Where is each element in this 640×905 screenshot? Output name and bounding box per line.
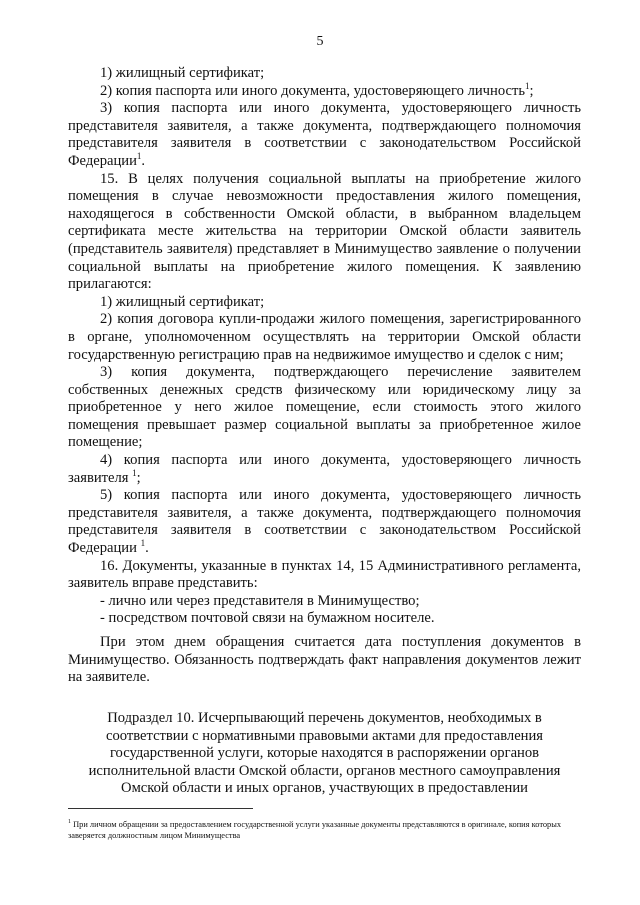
footnote-ref: 1 <box>132 467 137 478</box>
footnote-ref: 1 <box>136 151 142 162</box>
footnote-mark: 1 <box>68 819 71 825</box>
paragraph: 4) копия паспорта или иного документа, удостоверяющего личность заявителя $^1$; <box>68 452 581 486</box>
footnote <box>68 817 581 841</box>
paragraph: 5) копия паспорта или иного документа, удостоверяющего личность представителя заявителя, а также документа, подтверждающего полномочия представителя заявителя в соответствии с законодательством Российской Федерации $^1$. <box>68 487 581 557</box>
paragraph: 3) копия документа, подтверждающего перечисление заявителем собственных денежных средств физическому или юридическому лицу за приобретенное у него жилое помещение, если стоимость этого жилого помещения превышает размер социальной выплаты за приобретенное жилое помещение; <box>68 364 581 451</box>
paragraph: - лично или через представителя в Минимущество; <box>100 592 420 609</box>
paragraph: 16. Документы, указанные в пунктах 14, 15 Административного регламента, заявитель вправе представить: <box>68 557 581 592</box>
paragraph: - посредством почтовой связи на бумажном носителе. <box>100 610 435 627</box>
subsection-heading <box>68 710 581 798</box>
paragraph: 3) копия паспорта или иного документа, удостоверяющего личность представителя заявителя, а также документа, подтверждающего полномочия представителя заявителя в соответствии с законодательством Российской Федерации$^1$. <box>68 100 581 169</box>
body-text <box>68 65 581 687</box>
paragraph: 1) жилищный сертификат; <box>100 293 265 310</box>
paragraph: При этом днем обращения считается дата поступления документов в Минимущество. Обязанность подтверждать факт направления документов лежит на заявителе. <box>68 634 581 686</box>
footnote-text: При личном обращении за предоставлением государственной услуги указанные документы представляются в оригинале, копия которых заверяется должностным лицом Минимущества <box>68 819 562 840</box>
subsection-line: исполнительной власти Омской области, органов местного самоуправления <box>88 762 561 779</box>
subsection-line: государственной услуги, которые находятся в распоряжении органов <box>109 745 540 762</box>
subsection-line: Подраздел 10. Исчерпывающий перечень документов, необходимых в <box>107 710 542 726</box>
footnote-ref: 1 <box>140 538 146 549</box>
page-number: 5 <box>316 34 324 49</box>
paragraph: 2) копия паспорта или иного документа, удостоверяющего личность$^1$; <box>100 80 534 99</box>
footnote-divider <box>68 808 253 809</box>
paragraph: 1) жилищный сертификат; <box>100 65 265 81</box>
paragraph: 15. В целях получения социальной выплаты на приобретение жилого помещения в случае невозможности предоставления жилого помещения, находящегося в собственности Омской области, в выбранном владельцем сертификата месте жительства на территории Омской области заявитель (представитель заявителя) представляет в Минимущество заявление о получении социальной выплаты на приобретение жилого помещения. К заявлению прилагаются: <box>68 170 581 293</box>
subsection-line: соответствии с нормативными правовыми актами для предоставления <box>105 727 544 744</box>
footnote-ref: 1 <box>525 80 530 91</box>
subsection-line: Омской области и иных органов, участвующих в предоставлении <box>121 780 528 797</box>
paragraph: 2) копия договора купли-продажи жилого помещения, зарегистрированного в органе, уполномоченном осуществлять на территории Омской области государственную регистрацию прав на недвижимое имущество и сделок с ним; <box>68 311 581 363</box>
